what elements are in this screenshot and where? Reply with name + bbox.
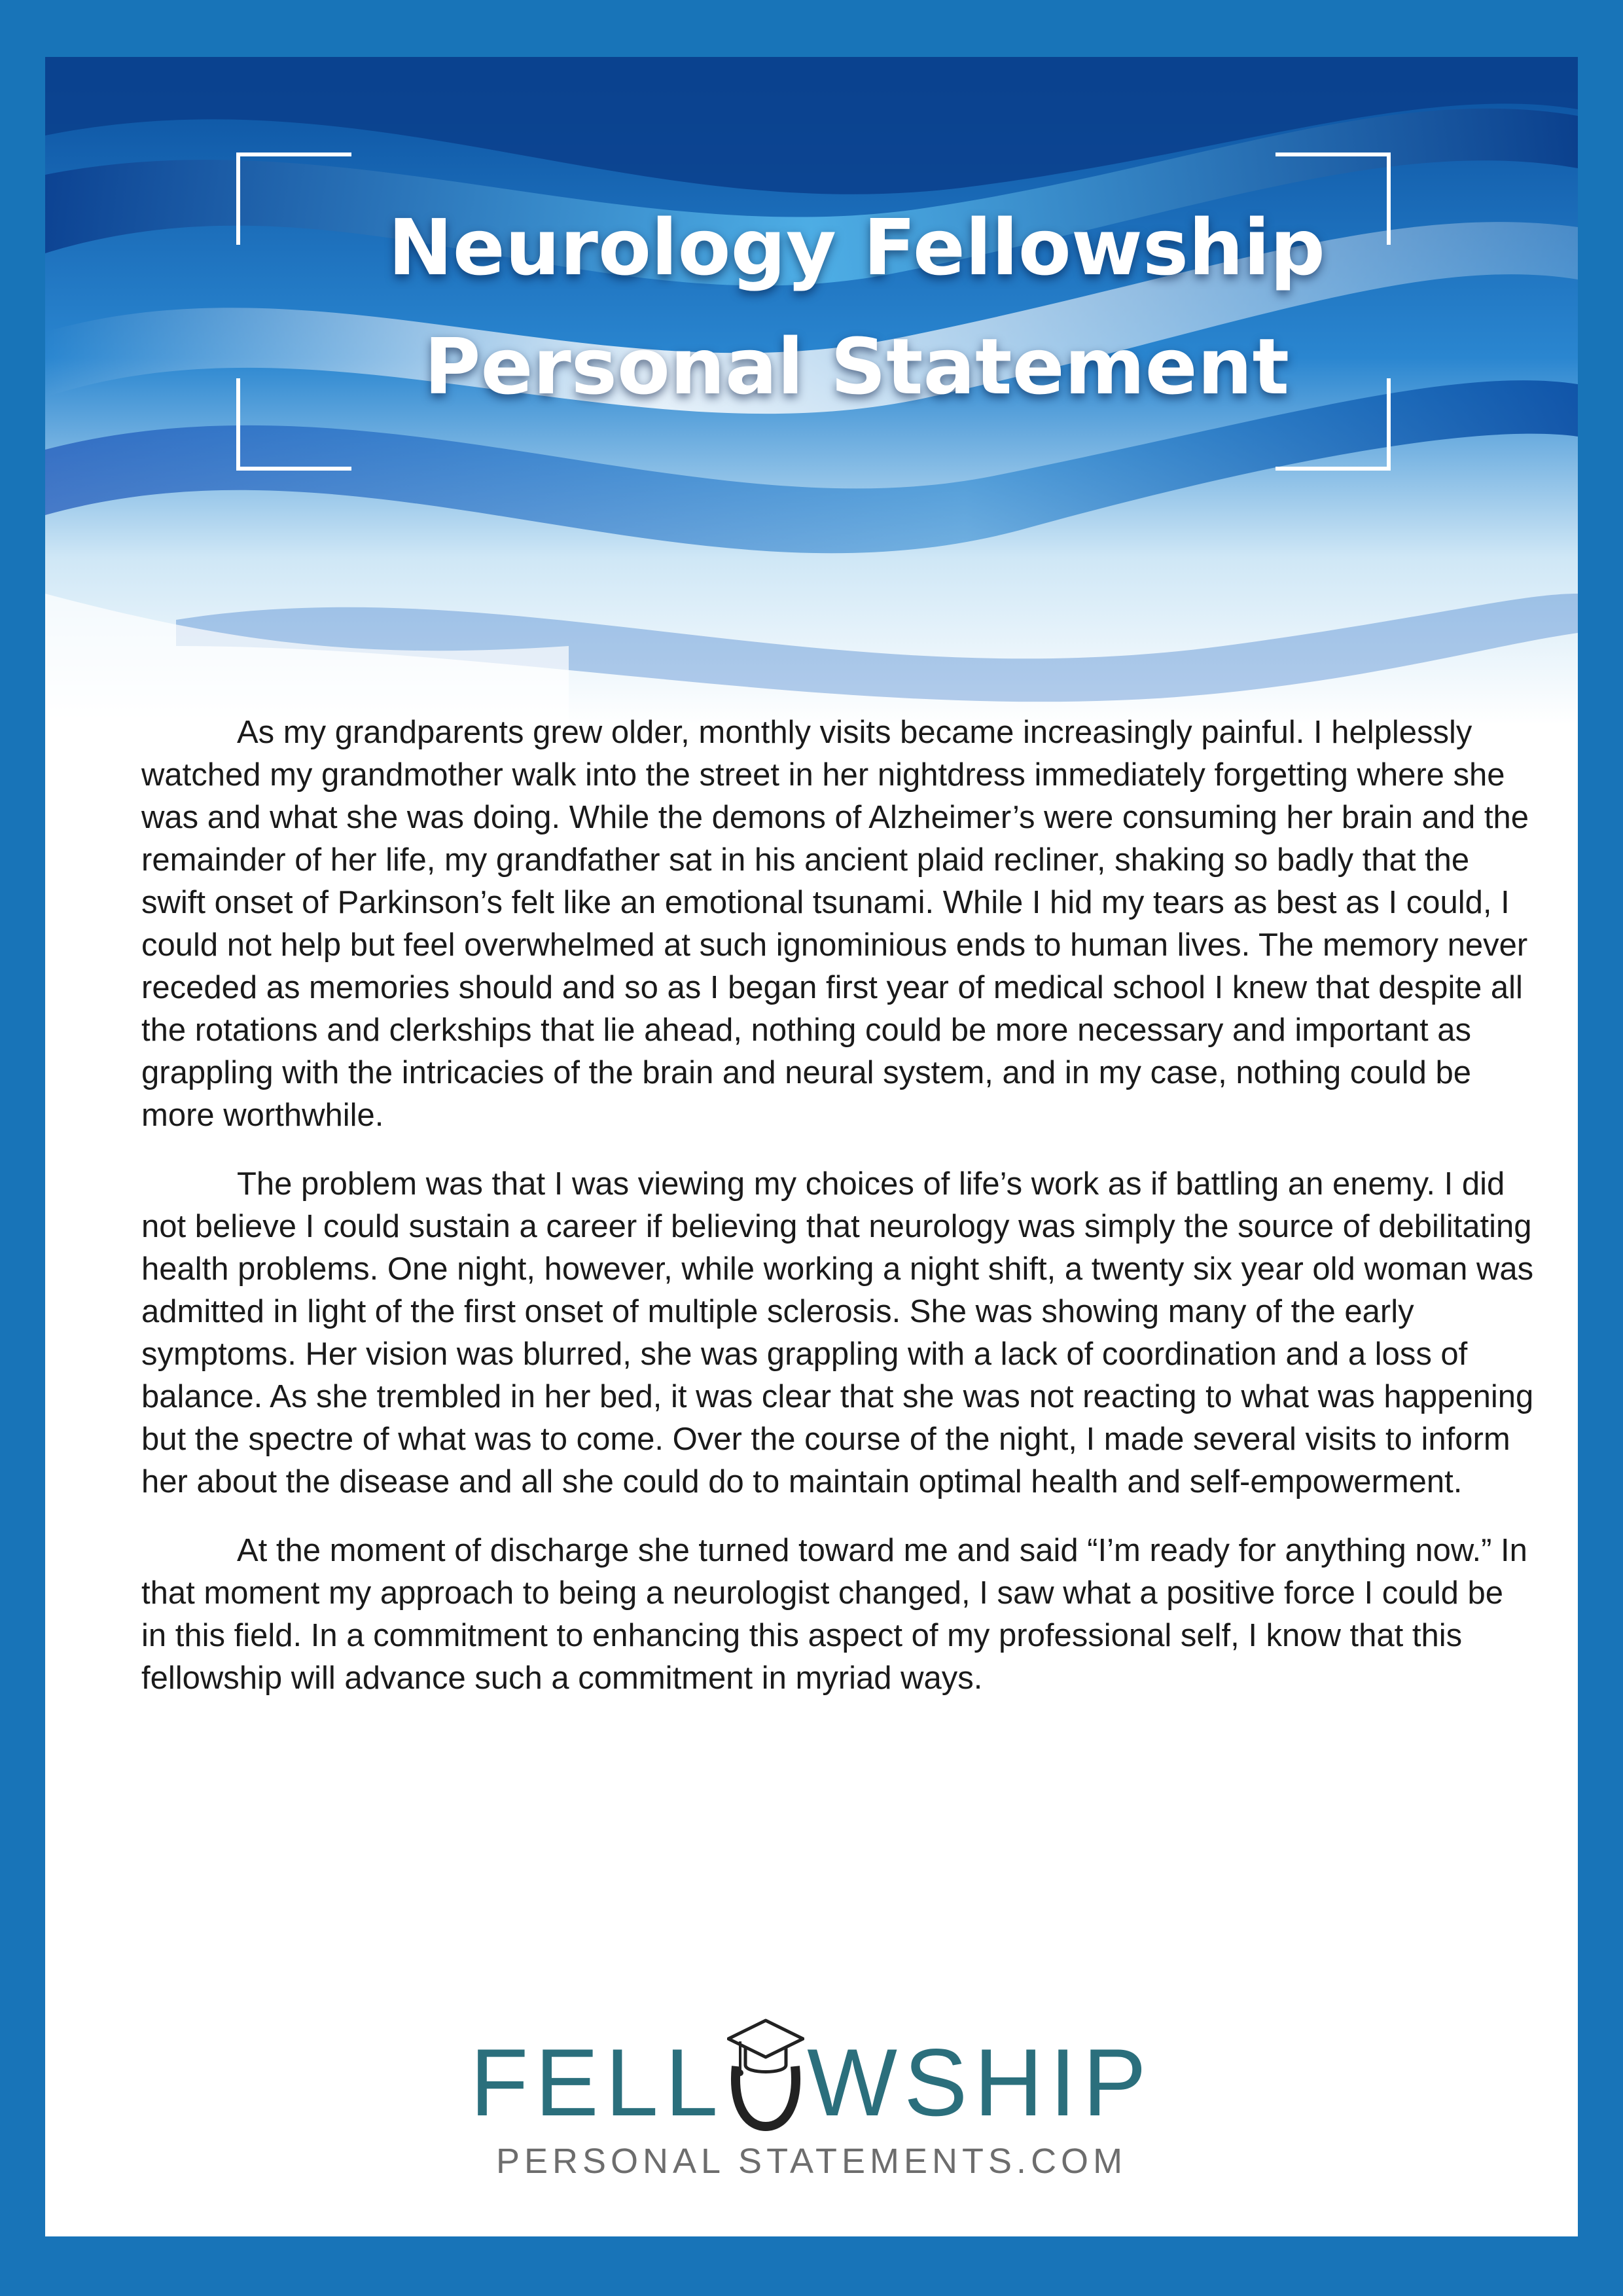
header-banner <box>45 57 1578 725</box>
logo-wordmark <box>470 2029 1153 2136</box>
brand-logo <box>45 2029 1578 2181</box>
statement-body <box>141 711 1535 1726</box>
logo-text-part1: FELL <box>470 2029 725 2136</box>
graduation-cap-icon <box>727 2034 804 2132</box>
logo-text-part2: WSHIP <box>807 2029 1153 2136</box>
paragraph-2: The problem was that I was viewing my choices of life’s work as if battling an enemy. I did not believe I could sustain a career if believing that neurology was simply the source of debilitating health problems. One night, however, while working a night shift, a twenty six year old woman was admitted in light of the first onset of multiple sclerosis. She was showing many of the early symptoms. Her vision was blurred, she was grappling with a lack of coordination and a loss of balance. As she trembled in her bed, it was clear that she was not reacting to what was happening but the spectre of what was to come. Over the course of the night, I made several visits to inform her about the disease and all she could do to maintain optimal health and self-empowerment. <box>141 1166 1534 1499</box>
title-line-2: Personal Statement <box>423 321 1290 412</box>
logo-tagline: PERSONAL STATEMENTS.COM <box>495 2142 1128 2181</box>
title-line-1: Neurology Fellowship <box>387 202 1326 293</box>
paragraph-3: At the moment of discharge she turned toward me and said “I’m ready for anything now.” In that moment my approach to being a neurologist changed, I saw what a positive force I could be in this field. In a commitment to enhancing this aspect of my professional self, I know that this fellowship will advance such a commitment in myriad ways. <box>141 1533 1527 1696</box>
page-title <box>241 188 1472 426</box>
document-page <box>45 57 1578 2236</box>
paragraph-1: As my grandparents grew older, monthly visits became increasingly painful. I helplessly watched my grandmother walk into the street in her nightdress immediately forgetting where she was and what she was doing. While the demons of Alzheimer’s were consuming her brain and the remainder of her life, my grandfather sat in his ancient plaid recliner, shaking so badly that the swift onset of Parkinson’s felt like an emotional tsunami. While I hid my tears as best as I could, I could not help but feel overwhelmed at such ignominious ends to human lives. The memory never receded as memories should and so as I began first year of medical school I knew that despite all the rotations and clerkships that lie ahead, nothing could be more necessary and important as grappling with the intricacies of the brain and neural system, and in my case, nothing could be more worthwhile. <box>141 715 1529 1133</box>
